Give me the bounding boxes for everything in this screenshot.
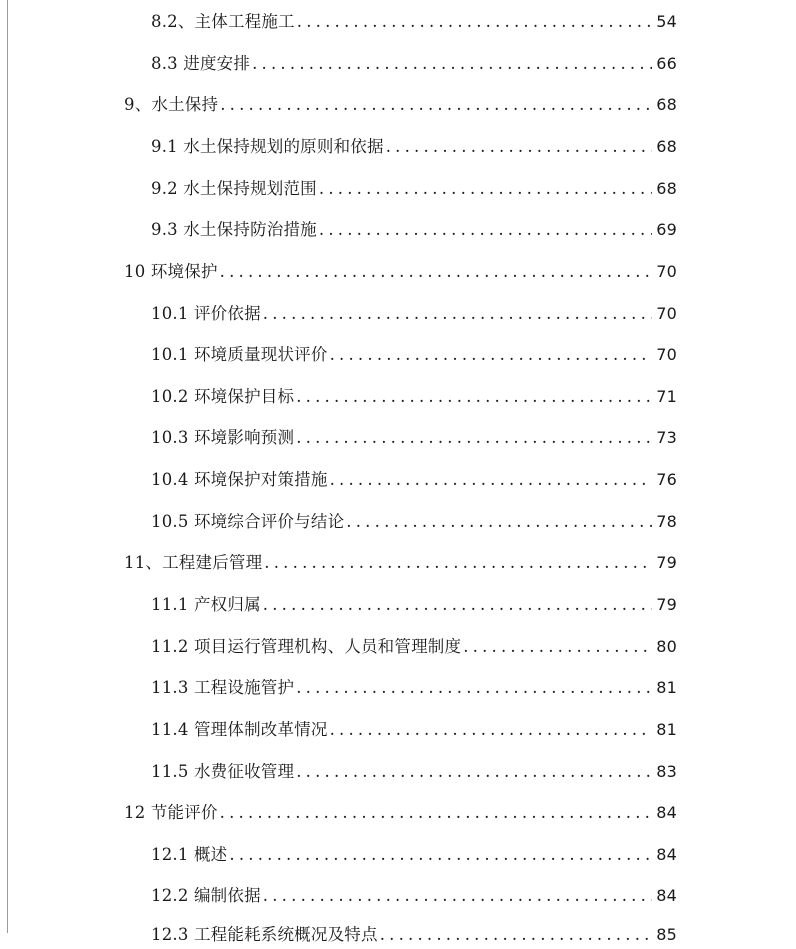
toc-dot-leader: [346, 508, 652, 536]
toc-entry-title: 11.2 项目运行管理机构、人员和管理制度: [151, 637, 462, 656]
toc-entry-title: 10.2 环境保护目标: [151, 387, 295, 406]
toc-page-number: 66: [656, 54, 677, 73]
toc-dot-leader: [263, 882, 652, 910]
toc-entry[interactable]: [124, 799, 677, 827]
toc-entry[interactable]: [151, 508, 677, 536]
toc-page-number: 68: [656, 95, 677, 114]
toc-page-number: 81: [656, 720, 677, 739]
toc-entry[interactable]: [151, 424, 677, 452]
toc-entry-title: 9.2 水土保持规划范围: [151, 179, 317, 198]
toc-page-number: 68: [656, 179, 677, 198]
toc-entry[interactable]: [151, 758, 677, 786]
toc-entry[interactable]: [151, 921, 677, 949]
toc-dot-leader: [220, 799, 653, 827]
toc-page-number: 80: [656, 637, 677, 656]
toc-page-number: 79: [656, 595, 677, 614]
toc-page-number: 78: [656, 512, 677, 531]
toc-entry-title: 11.5 水费征收管理: [151, 762, 295, 781]
toc-page-number: 71: [656, 387, 677, 406]
toc-entry-title: 12.1 概述: [151, 845, 228, 864]
toc-entry[interactable]: [151, 175, 677, 203]
toc-entry-title: 10 环境保护: [124, 262, 218, 281]
toc-dot-leader: [296, 383, 652, 411]
toc-entry[interactable]: [151, 300, 677, 328]
toc-entry-title: 11、工程建后管理: [124, 553, 263, 572]
toc-dot-leader: [263, 300, 652, 328]
toc-dot-leader: [220, 258, 653, 286]
toc-entry-title: 12.3 工程能耗系统概况及特点: [151, 925, 378, 944]
toc-entry[interactable]: [151, 216, 677, 244]
toc-dot-leader: [463, 633, 652, 661]
toc-entry[interactable]: [151, 591, 677, 619]
toc-entry-title: 8.3 进度安排: [151, 54, 251, 73]
toc-entry-title: 9.3 水土保持防治措施: [151, 220, 317, 239]
toc-dot-leader: [252, 50, 652, 78]
toc-entry[interactable]: [151, 674, 677, 702]
toc-dot-leader: [296, 674, 652, 702]
toc-entry[interactable]: [124, 549, 677, 577]
toc-page-number: 79: [656, 553, 677, 572]
toc-dot-leader: [229, 841, 652, 869]
toc-page-number: 70: [656, 262, 677, 281]
toc-entry[interactable]: [151, 50, 677, 78]
toc-entry[interactable]: [151, 383, 677, 411]
toc-page-number: 84: [656, 845, 677, 864]
toc-page-number: 69: [656, 220, 677, 239]
toc-page-number: 68: [656, 137, 677, 156]
toc-entry-title: 12.2 编制依据: [151, 886, 261, 905]
toc-entry[interactable]: [151, 716, 677, 744]
toc-dot-leader: [330, 341, 653, 369]
toc-dot-leader: [220, 91, 652, 119]
toc-entry[interactable]: [151, 8, 677, 36]
toc-entry-title: 10.5 环境综合评价与结论: [151, 512, 345, 531]
toc-entry-title: 12 节能评价: [124, 803, 218, 822]
toc-entry[interactable]: [151, 882, 677, 910]
toc-entry-title: 10.1 评价依据: [151, 304, 261, 323]
toc-entry[interactable]: [151, 341, 677, 369]
toc-entry[interactable]: [151, 466, 677, 494]
toc-dot-leader: [330, 466, 653, 494]
toc-entry-title: 10.1 环境质量现状评价: [151, 345, 328, 364]
toc-page-number: 81: [656, 678, 677, 697]
toc-entry-title: 11.1 产权归属: [151, 595, 261, 614]
toc-page-number: 84: [656, 886, 677, 905]
toc-entry[interactable]: [151, 133, 677, 161]
toc-dot-leader: [263, 591, 652, 619]
toc-entry-title: 10.4 环境保护对策措施: [151, 470, 328, 489]
toc-page-number: 54: [656, 12, 677, 31]
toc-entry[interactable]: [151, 633, 677, 661]
page-left-border: [7, 0, 8, 933]
toc-dot-leader: [386, 133, 653, 161]
toc-entry-title: 11.4 管理体制改革情况: [151, 720, 328, 739]
toc-entry-title: 10.3 环境影响预测: [151, 428, 295, 447]
toc-dot-leader: [264, 549, 652, 577]
toc-dot-leader: [296, 758, 652, 786]
toc-dot-leader: [380, 921, 653, 949]
toc-entry-title: 11.3 工程设施管护: [151, 678, 295, 697]
toc-entry[interactable]: [151, 841, 677, 869]
toc-page-number: 83: [656, 762, 677, 781]
toc-entry[interactable]: [124, 91, 677, 119]
toc-page-number: 73: [656, 428, 677, 447]
toc-dot-leader: [319, 175, 652, 203]
toc-page-number: 70: [656, 345, 677, 364]
toc-dot-leader: [319, 216, 652, 244]
toc-dot-leader: [330, 716, 653, 744]
toc-dot-leader: [296, 424, 652, 452]
toc-page-number: 70: [656, 304, 677, 323]
toc-page-number: 84: [656, 803, 677, 822]
toc-page-number: 85: [656, 925, 677, 944]
toc-dot-leader: [297, 8, 652, 36]
toc-entry[interactable]: [124, 258, 677, 286]
toc-entry-title: 9、水土保持: [124, 95, 219, 114]
toc-entry-title: 9.1 水土保持规划的原则和依据: [151, 137, 384, 156]
toc-entry-title: 8.2、主体工程施工: [151, 12, 295, 31]
toc-page-number: 76: [656, 470, 677, 489]
